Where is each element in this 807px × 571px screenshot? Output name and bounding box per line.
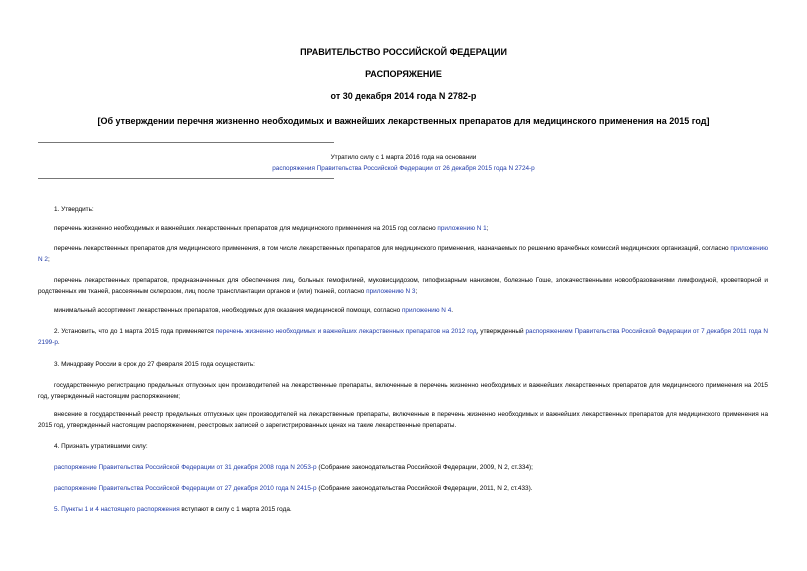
paragraph-5: минимальный ассортимент лекарственных препаратов, необходимых для оказания медицинской помощи, согласно приложению N 4.: [54, 307, 454, 314]
paragraph-8: государственную регистрацию предельных отпускных цен производителей на лекарственные препараты, включенные в перечень жизненно необходимых и важнейших лекарственных препаратов для медицинского применения на 2015 год, утвержденный настоящим распоряжением;: [38, 382, 768, 400]
paragraph-9: внесение в государственный реестр предельных отпускных цен производителей на лекарственные препараты, включенные в перечень жизненно необходимых и важнейших лекарственных препаратов для медицинского применения на 2015 год, утвержденный настоящим распоряжением, реестровых записей о зарегистрированных ценах на такие лекарственные препараты.: [38, 411, 768, 429]
repeal-notice: [0, 152, 807, 174]
date-number-heading: от 30 декабря 2014 года N 2782-р: [330, 91, 477, 101]
bottom-divider: [38, 178, 334, 179]
list-2012-link[interactable]: перечень жизненно необходимых и важнейших лекарственных препаратов на 2012 год: [215, 328, 477, 335]
appendix-4-link[interactable]: приложению N 4: [401, 307, 452, 314]
paragraph-2: перечень жизненно необходимых и важнейших лекарственных препаратов для медицинского применения на 2015 год согласно приложению N 1;: [54, 225, 489, 232]
appendix-1-link[interactable]: приложению N 1: [437, 225, 487, 232]
repeal-notice-text: Утратило силу с 1 марта 2016 года на основании: [330, 154, 477, 161]
paragraph-13: 5. Пункты 1 и 4 настоящего распоряжения вступают в силу с 1 марта 2015 года.: [54, 506, 292, 513]
repeal-notice-link[interactable]: распоряжения Правительства Российской Федерации от 26 декабря 2015 года N 2724-р: [272, 165, 535, 172]
paragraph-6: 2. Установить, что до 1 марта 2015 года применяется перечень жизненно необходимых и важнейших лекарственных препаратов на 2012 год, утвержденный распоряжением Правительства Российской Федерации от 7 декабря 2011 года N 2199-р.: [38, 328, 768, 346]
order-2199-link[interactable]: распоряжением Правительства Российской Федерации от 7 декабря 2011 года N 2199-р: [38, 328, 768, 346]
appendix-2-link[interactable]: приложению N 2: [38, 245, 768, 263]
paragraph-4: перечень лекарственных препаратов, предназначенных для обеспечения лиц, больных гемофилией, муковисцидозом, гипофизарным нанизмом, болезнью Гоше, злокачественными новообразованиями лимфоидной, кроветворной и родственных им тканей, рассеянным склерозом, лиц после трансплантации органов и (или) тканей, согласно приложению N 3;: [38, 277, 768, 295]
paragraph-11: распоряжение Правительства Российской Федерации от 31 декабря 2008 года N 2053-р (Собрание законодательства Российской Федерации, 2009, N 2, ст.334);: [54, 464, 533, 471]
top-divider: [38, 142, 334, 143]
order-2053-link[interactable]: распоряжение Правительства Российской Федерации от 31 декабря 2008 года N 2053-р: [54, 464, 317, 471]
org-heading: ПРАВИТЕЛЬСТВО РОССИЙСКОЙ ФЕДЕРАЦИИ: [300, 47, 507, 57]
appendix-3-link[interactable]: приложению N 3: [366, 287, 416, 295]
paragraph-12: распоряжение Правительства Российской Федерации от 27 декабря 2010 года N 2415-р (Собрание законодательства Российской Федерации, 2011, N 2, ст.433).: [54, 485, 533, 492]
paragraph-3: перечень лекарственных препаратов для медицинского применения, в том числе лекарственных препаратов для медицинского применения, назначаемых по решению врачебных комиссий медицинских организаций, согласно приложению N 2;: [38, 245, 768, 263]
paragraph-10: 4. Признать утратившими силу:: [54, 443, 148, 450]
points-1-4-link[interactable]: 5. Пункты 1 и 4 настоящего распоряжения: [54, 506, 180, 513]
paragraph-1: 1. Утвердить:: [54, 206, 94, 213]
order-2415-link[interactable]: распоряжение Правительства Российской Федерации от 27 декабря 2010 года N 2415-р: [54, 485, 317, 492]
document-title: [Об утверждении перечня жизненно необходимых и важнейших лекарственных препаратов для медицинского применения на 2015 год]: [97, 116, 710, 126]
doc-type-heading: РАСПОРЯЖЕНИЕ: [365, 69, 442, 79]
paragraph-7: 3. Минздраву России в срок до 27 февраля 2015 года осуществить:: [54, 361, 255, 368]
